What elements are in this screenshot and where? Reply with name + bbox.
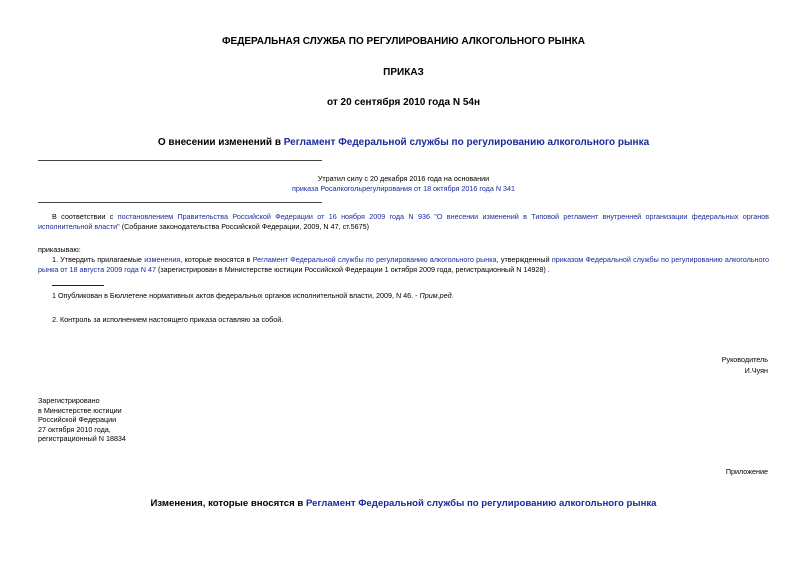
- doc-date-number: от 20 сентября 2010 года N 54н: [327, 97, 480, 108]
- registration-line: 27 октября 2010 года,: [38, 424, 111, 434]
- footnote-note: Прим.ред.: [419, 291, 454, 300]
- doc-title-prefix: О внесении изменений в: [157, 137, 284, 148]
- registration-line: Российской Федерации: [38, 415, 117, 425]
- item-1: 1. Утвердить прилагаемые изменения, которые вносятся в Регламент Федеральной службы по регулированию алкогольного рынка, утвержденный приказом Федеральной службы по регулированию алкогольного рынка от 18 августа 2009 года N 47 (зарегистрирован в Министерстве юстиции Российской Федерации 1 октября 2009 года, регистрационный N 14928) .: [38, 255, 769, 274]
- government-decree-link[interactable]: постановлением Правительства Российской Федерации от 16 ноября 2009 года N 936 "О внесении изменений в Типовой регламент внутренней организации федеральных органов исполнительной власти": [38, 212, 769, 231]
- item-2: 2. Контроль за исполнением настоящего приказа оставляю за собой.: [52, 315, 284, 324]
- doc-type: ПРИКАЗ: [383, 67, 424, 78]
- signature-name: И.Чуян: [744, 366, 768, 375]
- appendix-reglament-link[interactable]: Регламент Федеральной службы по регулированию алкогольного рынка: [305, 498, 657, 509]
- registration-block: [38, 396, 126, 444]
- footnote-mark: 1: [52, 291, 56, 300]
- repeal-order-link[interactable]: приказа Росалкогольрегулирования от 18 октября 2016 года N 341: [291, 183, 516, 193]
- reglament-link-2[interactable]: Регламент Федеральной службы по регулированию алкогольного рынка: [252, 255, 497, 264]
- footnote: 1 Опубликован в Бюллетене нормативных актов федеральных органов исполнительной власти, 2009, N 46. - Прим.ред.: [52, 291, 454, 300]
- registration-line: регистрационный N 18834: [38, 434, 126, 444]
- signature-position: Руководитель: [721, 355, 768, 364]
- divider-bottom: [38, 202, 322, 203]
- doc-title: [0, 137, 807, 148]
- reglament-link[interactable]: Регламент Федеральной службы по регулированию алкогольного рынка: [283, 137, 650, 148]
- registration-line: в Министерстве юстиции: [38, 405, 122, 415]
- preamble: В соответствии с постановлением Правительства Российской Федерации от 16 ноября 2009 года N 936 "О внесении изменений в Типовой регламент внутренней организации федеральных органов исполнительной власти" (Собрание законодательства Российской Федерации, 2009, N 47, ст.5675): [38, 212, 769, 231]
- changes-link[interactable]: изменения: [144, 255, 181, 264]
- appendix-title: Изменения, которые вносятся в Регламент Федеральной службы по регулированию алкогольного рынка: [150, 498, 657, 509]
- divider-top: [38, 160, 322, 161]
- order-word: приказываю:: [38, 245, 81, 254]
- status-block: [200, 174, 607, 193]
- status-line: Утратил силу с 20 декабря 2016 года на основании: [317, 174, 490, 183]
- order-47-link[interactable]: приказом Федеральной службы по регулированию алкогольного рынка от 18 августа 2009 года N 47: [38, 255, 769, 274]
- appendix-label: Приложение: [725, 467, 768, 476]
- agency-name: ФЕДЕРАЛЬНАЯ СЛУЖБА ПО РЕГУЛИРОВАНИЮ АЛКОГОЛЬНОГО РЫНКА: [222, 36, 585, 47]
- footnote-divider: [52, 285, 104, 286]
- registration-line: Зарегистрировано: [38, 396, 100, 405]
